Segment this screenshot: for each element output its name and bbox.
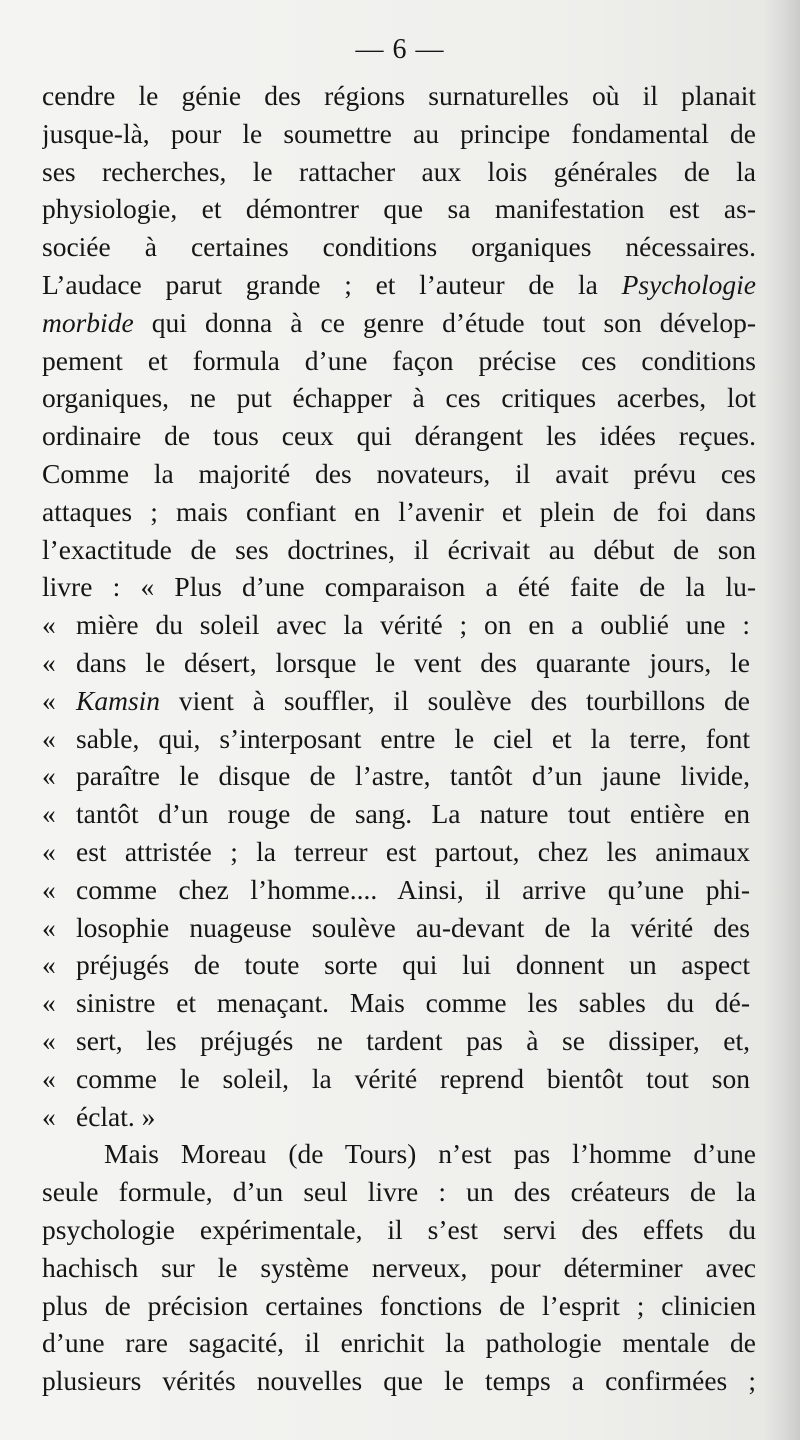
quote-text: tantôt d’un rouge de sang. La nature tout entière en (76, 798, 750, 830)
quote-text: sert, les préjugés ne tardent pas à se dissiper, et, (76, 1024, 750, 1056)
text-line: physiologie, et démontrer que sa manifestation est as- (42, 193, 756, 225)
quote-line (42, 1060, 756, 1098)
text-run: vient à souffler, il soulève des tourbillons de (160, 684, 750, 716)
quote-line (42, 795, 756, 833)
text-line (42, 266, 756, 304)
text-line: Comme la majorité des novateurs, il avait prévu ces (42, 457, 756, 489)
quote-text: dans le désert, lorsque le vent des quarante jours, le (76, 646, 750, 678)
text-line: pement et formula d’une façon précise ces conditions (42, 344, 756, 376)
quote-mark: « (42, 1100, 56, 1132)
quote-text: comme chez l’homme.... Ainsi, il arrive qu’une phi- (76, 873, 750, 905)
text-line: hachisch sur le système nerveux, pour déterminer avec (42, 1251, 756, 1283)
quote-text: losophie nuageuse soulève au-devant de la vérité des (76, 911, 750, 943)
text-line: seule formule, d’un seul livre : un des créateurs de la (42, 1176, 756, 1208)
quote-line (42, 909, 756, 947)
quote-mark: « (42, 987, 56, 1019)
text-line: d’une rare sagacité, il enrichit la pathologie mentale de (42, 1327, 756, 1359)
text-line (42, 304, 756, 342)
quote-line (42, 606, 756, 644)
page-edge-shadow (764, 0, 800, 1440)
quote-mark: « (42, 949, 56, 981)
text-line: plus de précision certaines fonctions de l’esprit ; clinicien (42, 1289, 756, 1321)
quote-text: sable, qui, s’interposant entre le ciel et la terre, font (76, 722, 750, 754)
text-line: cendre le génie des régions surnaturelles où il planait (42, 80, 756, 111)
text-run: L’audace parut grande ; et l’auteur de la (42, 268, 622, 300)
text-line: ordinaire de tous ceux qui dérangent les idées reçues. (42, 420, 756, 452)
quote-mark: « (42, 760, 56, 792)
text-line: plusieurs vérités nouvelles que le temps a confirmées ; (42, 1365, 756, 1397)
quote-text: comme le soleil, la vérité reprend bientôt tout son (76, 1062, 750, 1094)
text-run: qui donna à ce genre d’étude tout son dévelop- (133, 306, 756, 338)
quote-mark: « (42, 835, 56, 867)
quote-text (76, 682, 750, 720)
quote-line (42, 644, 756, 682)
quote-mark: « (42, 1024, 56, 1056)
quote-text: est attristée ; la terreur est partout, chez les animaux (76, 835, 750, 867)
page-number: — 6 — (355, 34, 445, 65)
quote-line (42, 946, 756, 984)
quote-mark: « (42, 722, 56, 754)
quote-text: sinistre et menaçant. Mais comme les sables du dé- (76, 987, 750, 1019)
word-italic: Kamsin (76, 684, 161, 716)
quote-mark: « (42, 684, 56, 716)
text-line: attaques ; mais confiant en l’avenir et plein de foi dans (42, 495, 756, 527)
text-line: l’exactitude de ses doctrines, il écrivait au début de son (42, 533, 756, 565)
text-line: organiques, ne put échapper à ces critiques acerbes, lot (42, 382, 756, 414)
text-line: jusque-là, pour le soumettre au principe fondamental de (42, 117, 756, 149)
text-line: psychologie expérimentale, il s’est servi des effets du (42, 1213, 756, 1245)
text-line: Mais Moreau (de Tours) n’est pas l’homme d’une (104, 1138, 756, 1170)
quote-mark: « (42, 609, 56, 641)
quote-line (42, 720, 756, 758)
text-line: sociée à certaines conditions organiques nécessaires. (42, 231, 756, 263)
quote-line (42, 1022, 756, 1060)
quote-line (42, 1098, 756, 1136)
quote-line (42, 871, 756, 909)
quote-mark: « (42, 873, 56, 905)
quote-text: préjugés de toute sorte qui lui donnent un aspect (76, 949, 750, 981)
quote-text: éclat. » (76, 1100, 156, 1132)
quote-line (42, 833, 756, 871)
quote-mark: « (42, 646, 56, 678)
quote-text: mière du soleil avec la vérité ; on en a oublié une : (76, 609, 750, 641)
text-line: livre : « Plus d’une comparaison a été faite de la lu- (42, 571, 756, 603)
body-text (42, 77, 756, 1400)
quote-line (42, 984, 756, 1022)
quote-line (42, 682, 756, 720)
book-title-italic: morbide (42, 306, 134, 338)
quote-mark: « (42, 911, 56, 943)
quote-line (42, 757, 756, 795)
text-line: ses recherches, le rattacher aux lois générales de la (42, 155, 756, 187)
quote-mark: « (42, 1062, 56, 1094)
quote-text: paraître le disque de l’astre, tantôt d’un jaune livide, (76, 760, 750, 792)
book-title-italic: Psychologie (621, 268, 756, 300)
quote-mark: « (42, 798, 56, 830)
